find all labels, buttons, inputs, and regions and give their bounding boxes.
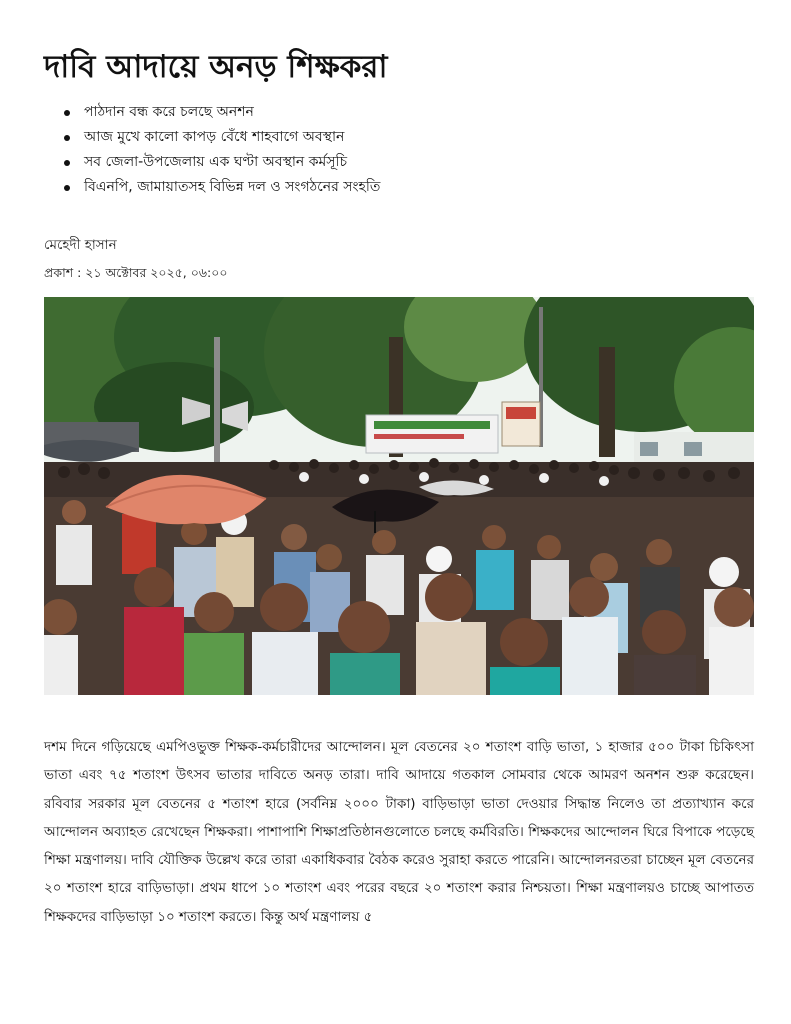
author-name: মেহেদী হাসান [44, 237, 117, 253]
summary-bullet: বিএনপি, জামায়াতসহ বিভিন্ন দল ও সংগঠনের সংহতি [62, 175, 742, 200]
summary-bullet-list [62, 100, 742, 200]
article-headline: দাবি আদায়ে অনড় শিক্ষকরা [44, 49, 388, 85]
protest-crowd-illustration [44, 297, 754, 695]
summary-bullet: পাঠদান বন্ধ করে চলছে অনশন [62, 100, 742, 125]
summary-bullet: আজ মুখে কালো কাপড় বেঁধে শাহবাগে অবস্থান [62, 125, 742, 150]
summary-bullet: সব জেলা-উপজেলায় এক ঘণ্টা অবস্থান কর্মসূচি [62, 150, 742, 175]
article-body: দশম দিনে গড়িয়েছে এমপিওভুক্ত শিক্ষক-কর্মচারীদের আন্দোলন। মূল বেতনের ২০ শতাংশ বাড়ি ভাতা, ১ হাজার ৫০০ টাকা চিকিৎসা ভাতা এবং ৭৫ শতাংশ উৎসব ভাতার দাবিতে অনড় তারা। দাবি আদায়ে গতকাল সোমবার থেকে আমরণ অনশন শুরু করেছেন। রবিবার সরকার মূল বেতনের ৫ শতাংশ হারে (সর্বনিম্ন ২০০০ টাকা) বাড়িভাড়া ভাতা দেওয়ার সিদ্ধান্ত নিলেও তা প্রত্যাখ্যান করে আন্দোলন অব্যাহত রেখেছেন শিক্ষকরা। পাশাপাশি শিক্ষাপ্রতিষ্ঠানগুলোতে চলছে কর্মবিরতি। শিক্ষকদের আন্দোলন ঘিরে বিপাকে পড়েছে শিক্ষা মন্ত্রণালয়। দাবি যৌক্তিক উল্লেখ করে তারা একাধিকবার বৈঠক করেও সুরাহা করতে পারেনি। আন্দোলনরতরা চাচ্ছেন মূল বেতনের ২০ শতাংশ হারে বাড়িভাড়া। প্রথম ধাপে ১০ শতাংশ এবং পরের বছরে ২০ শতাংশ করার নিশ্চয়তা। শিক্ষা মন্ত্রণালয়ও চাচ্ছে আপাতত শিক্ষকদের বাড়িভাড়া ১০ শতাংশ করতে। কিন্তু অর্থ মন্ত্রণালয় ৫ [44, 739, 754, 925]
published-date: প্রকাশ : ২১ অক্টোবর ২০২৫, ০৬:০০ [44, 265, 228, 280]
article-photo [44, 297, 754, 695]
